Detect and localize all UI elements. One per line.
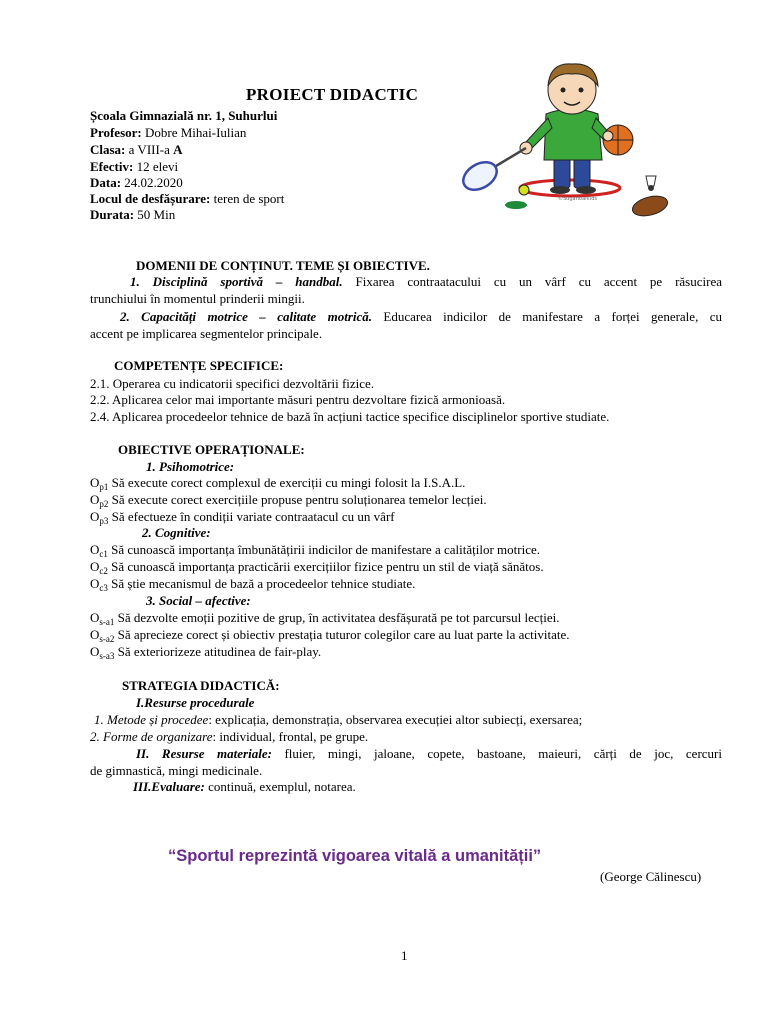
materials-label: II. Resurse materiale: [136, 746, 272, 761]
organization-value: : individual, frontal, pe grupe. [212, 729, 369, 744]
tennis-ball-icon [519, 185, 529, 195]
objective-letter: O [90, 542, 100, 557]
teacher-value: Dobre Mihai-Iulian [141, 125, 247, 140]
objective-sub: p2 [99, 499, 109, 509]
motto-author: (George Călinescu) [600, 869, 702, 884]
domains-heading: DOMENII DE CONȚINUT. TEME ȘI OBIECTIVE. [136, 258, 430, 273]
document-title: PROIECT DIDACTIC [246, 85, 419, 104]
class-letter: A [173, 142, 183, 157]
objective-letter: O [90, 610, 100, 625]
evaluation-value: continuă, exemplul, notarea. [204, 779, 356, 794]
objective-letter: O [90, 559, 100, 574]
domain-item-1 [90, 273, 722, 290]
objective-letter: O [90, 644, 100, 659]
domain-item-1-text: Fixarea contraatacului cu un vârf cu accent pe răsucirea [342, 274, 722, 289]
place-label: Locul de desfășurare: [90, 191, 211, 206]
objective-op1 [90, 474, 465, 491]
objective-text: Să efectueze în condiții variate contraatacul cu un vârf [108, 509, 395, 524]
objective-text: Să exteriorizeze atitudinea de fair-play. [114, 644, 322, 659]
objective-letter: O [90, 492, 100, 507]
date-line [90, 174, 183, 191]
objective-sub: s-a1 [99, 617, 115, 627]
objective-sub: s-a2 [99, 634, 115, 644]
boy-left-eye [561, 88, 566, 93]
materials-value: fluier, mingi, jaloane, copete, bastoane, maieuri, cărți de joc, cercuri [271, 746, 722, 761]
objective-op3 [90, 508, 395, 525]
evaluation-label: III.Evaluare: [133, 779, 205, 794]
class-line [90, 141, 183, 158]
objective-oc1 [90, 541, 540, 558]
motto-quote: “Sportul reprezintă vigoarea vitală a umanității” [168, 847, 542, 865]
size-line [90, 158, 178, 175]
class-value: a VIII-a [125, 142, 174, 157]
objective-sub: c2 [99, 566, 108, 576]
shuttlecock-base [648, 185, 654, 191]
organization-line [90, 728, 368, 745]
teacher-label: Profesor: [90, 125, 142, 140]
objective-letter: O [90, 576, 100, 591]
objective-letter: O [90, 627, 100, 642]
objective-sub: s-a3 [99, 651, 115, 661]
methods-label: 1. Metode și procedee [94, 712, 209, 727]
social-affective-heading: 3. Social – afective: [146, 593, 251, 608]
domain-item-2-cont: accent pe implicarea segmentelor principale. [90, 326, 323, 341]
competence-item: 2.1. Operarea cu indicatorii specifici dezvoltării fizice. [90, 376, 375, 391]
racket-handle [496, 148, 526, 166]
boy-sports-illustration [458, 58, 680, 224]
page-number: 1 [401, 948, 408, 963]
competence-item: 2.4. Aplicarea procedeelor tehnice de bază în acțiuni tactice specifice disciplinelor sportive studiate. [90, 409, 610, 424]
domain-item-1-theme: 1. Disciplină sportivă – handbal. [130, 274, 343, 289]
domain-item-2 [90, 308, 722, 325]
school-name: Școala Gimnazială nr. 1, Suhurlui [90, 108, 278, 123]
duration-line [90, 206, 175, 223]
objective-op2 [90, 491, 487, 508]
boy-right-eye [579, 88, 584, 93]
objective-text: Să execute corect complexul de exerciții cu mingi folosit la I.S.A.L. [108, 475, 466, 490]
cognitive-heading: 2. Cognitive: [142, 525, 211, 540]
strategy-heading: STRATEGIA DIDACTICĂ: [122, 678, 280, 693]
date-label: Data: [90, 175, 122, 190]
psychomotor-heading: 1. Psihomotrice: [146, 459, 235, 474]
boy-shirt [544, 109, 602, 160]
methods-value: : explicația, demonstrația, observarea execuției altor subiecți, exersarea; [208, 712, 583, 727]
duration-value: 50 Min [134, 207, 176, 222]
objective-text: Să știe mecanismul de bază a procedeelor tehnice studiate. [107, 576, 416, 591]
size-label: Efectiv: [90, 159, 134, 174]
tennis-racket-icon [458, 157, 501, 196]
domain-item-1-cont: trunchiului în momentul prinderii mingii. [90, 291, 305, 306]
illustration-watermark: ©Sugarloafkids [558, 196, 597, 202]
materials-line [90, 745, 722, 762]
date-value: 24.02.2020 [121, 175, 183, 190]
objectives-heading: OBIECTIVE OPERAȚIONALE: [118, 442, 305, 457]
objective-sub: c3 [99, 583, 108, 593]
boy-left-shoe [550, 186, 570, 194]
objective-os2 [90, 626, 570, 643]
cone-icon [505, 201, 527, 209]
objective-text: Să execute corect exercițiile propuse pentru soluționarea temelor lecției. [108, 492, 487, 507]
boy-right-shoe [576, 186, 596, 194]
rugby-ball-icon [630, 193, 669, 220]
objective-sub: c1 [99, 549, 108, 559]
boy-right-leg [574, 156, 590, 188]
objective-letter: O [90, 509, 100, 524]
evaluation-line [133, 778, 356, 795]
domain-item-2-theme: 2. Capacități motrice – calitate motrică. [120, 309, 372, 324]
procedural-resources-heading: I.Resurse procedurale [136, 695, 255, 710]
duration-label: Durata: [90, 207, 135, 222]
objective-text: Să cunoască importanța practicării exercițiilor fizice pentru un stil de viață sănătos. [107, 559, 544, 574]
objective-oc3 [90, 575, 415, 592]
organization-label: 2. Forme de organizare [90, 729, 213, 744]
domain-item-2-text: Educarea indicilor de manifestare a forței generale, cu [372, 309, 722, 324]
boy-right-hand [603, 131, 613, 141]
boy-left-leg [554, 156, 570, 188]
place-value: teren de sport [210, 191, 285, 206]
size-value: 12 elevi [133, 159, 179, 174]
place-line [90, 190, 284, 207]
objective-letter: O [90, 475, 100, 490]
methods-line [94, 711, 582, 728]
objective-oc2 [90, 558, 544, 575]
competence-item: 2.2. Aplicarea celor mai importante măsuri pentru dezvoltare fizică armonioasă. [90, 392, 506, 407]
class-label: Clasa: [90, 142, 126, 157]
teacher-line [90, 124, 246, 141]
shuttlecock-icon [646, 176, 656, 186]
objective-os3 [90, 643, 321, 660]
materials-cont: de gimnastică, mingi medicinale. [90, 763, 263, 778]
competences-heading: COMPETENȚE SPECIFICE: [114, 358, 284, 373]
objective-text: Să aprecieze corect și obiectiv prestația tuturor colegilor care au luat parte la activitate. [114, 627, 570, 642]
objective-os1 [90, 609, 559, 626]
objective-sub: p3 [99, 516, 109, 526]
objective-text: Să cunoască importanța îmbunătățirii indicilor de manifestare a calităților motrice. [107, 542, 540, 557]
objective-sub: p1 [99, 482, 109, 492]
objective-text: Să dezvolte emoții pozitive de grup, în activitatea desfășurată pe tot parcursul lecției. [114, 610, 560, 625]
